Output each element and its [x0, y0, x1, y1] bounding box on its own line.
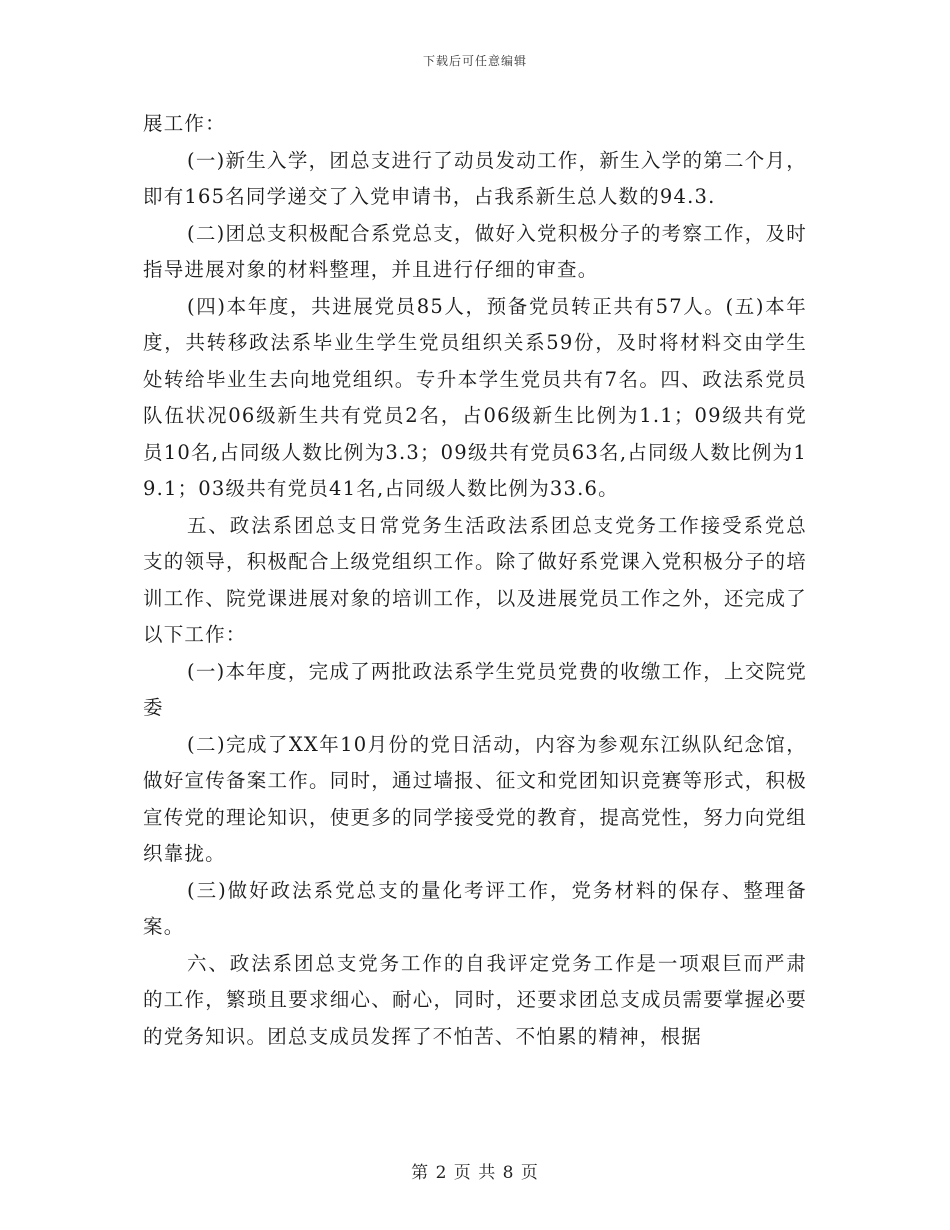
paragraph: 五、政法系团总支日常党务生活政法系团总支党务工作接受系党总支的领导，积极配合上级党组织工作。除了做好系党课入党积极分子的培训工作、院党课进展对象的培训工作，以及进展党员工作之外，还完成了以下工作：: [143, 513, 807, 646]
paragraph: 展工作：: [143, 112, 226, 135]
page-number: 第 2 页 共 8 页: [411, 1163, 539, 1183]
paragraph: (一)本年度，完成了两批政法系学生党员党费的收缴工作，上交院党委: [143, 659, 807, 719]
paragraph: (一)新生入学，团总支进行了动员发动工作，新生入学的第二个月，即有165名同学递交了入党申请书，占我系新生总人数的94.3.: [143, 148, 807, 208]
document-body: [143, 106, 807, 1055]
paragraph: (三)做好政法系党总支的量化考评工作，党务材料的保存、整理备案。: [143, 878, 807, 938]
page-header: 下载后可任意编辑: [422, 54, 527, 68]
paragraph: 六、政法系团总支党务工作的自我评定党务工作是一项艰巨而严肃的工作，繁琐且要求细心、耐心，同时，还要求团总支成员需要掌握必要的党务知识。团总支成员发挥了不怕苦、不怕累的精神，根据: [143, 951, 807, 1048]
paragraph: (四)本年度，共进展党员85人，预备党员转正共有57人。(五)本年度，共转移政法系毕业生学生党员组织关系59份，及时将材料交由学生处转给毕业生去向地党组织。专升本学生党员共有7名。四、政法系党员队伍状况06级新生共有党员2名，占06级新生比例为1.1；09级共有党员10名,占同级人数比例为3.3；09级共有党员63名,占同级人数比例为19.1；03级共有党员41名,占同级人数比例为33.6。: [143, 294, 807, 500]
paragraph: (二)团总支积极配合系党总支，做好入党积极分子的考察工作，及时指导进展对象的材料整理，并且进行仔细的审查。: [143, 221, 807, 281]
paragraph: (二)完成了XX年10月份的党日活动，内容为参观东江纵队纪念馆，做好宣传备案工作。同时，通过墙报、征文和党团知识竞赛等形式，积极宣传党的理论知识，使更多的同学接受党的教育，提高党性，努力向党组织靠拢。: [143, 732, 807, 865]
